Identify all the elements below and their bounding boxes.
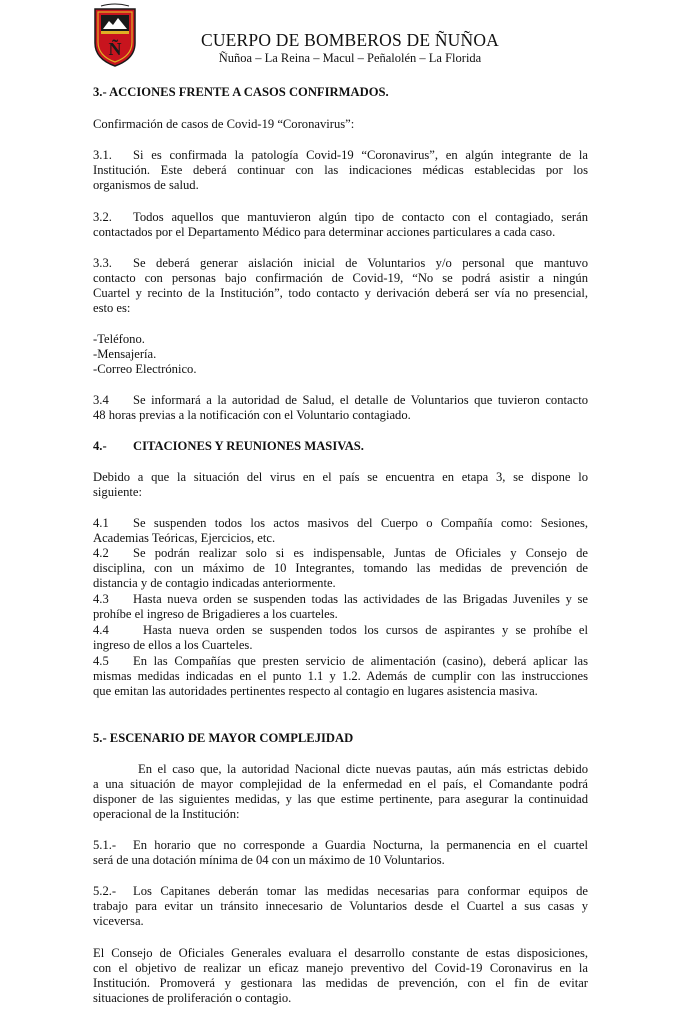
paragraph-3-1-line: organismos de salud. [93,178,199,192]
paragraph-text: Hasta nueva orden se suspenden todos los cursos de aspirantes y se prohíbe el [143,623,588,637]
paragraph-4-3-line: prohíbe el ingreso de Brigadieres a los cuarteles. [93,607,338,621]
fire-department-shield-logo [93,3,137,67]
section-5-intro-line: operacional de la Institución: [93,807,240,821]
paragraph-text: Hasta nueva orden se suspenden todas las actividades de las Brigadas Juveniles y se [133,592,588,606]
paragraph-3-4-line: 48 horas previas a la notificación con el Voluntario contagiado. [93,408,411,422]
paragraph-4-4-line: ingreso de ellos a los Cuarteles. [93,638,253,652]
paragraph-3-4-line [93,393,588,408]
section-4-intro-line: siguiente: [93,485,142,499]
paragraph-text: En las Compañías que presten servicio de alimentación (casino), deberá aplicar las [133,654,588,668]
list-item: -Mensajería. [93,347,157,361]
organization-subtitle: Ñuñoa – La Reina – Macul – Peñalolén – La Florida [218,51,482,65]
paragraph-text: Todos aquellos que mantuvieron algún tipo de contacto con el contagiado, serán [133,210,588,224]
paragraph-text: Se deberá generar aislación inicial de Voluntarios y/o personal que mantuvo [133,256,588,270]
paragraph-3-3-line: esto es: [93,301,131,315]
paragraph-4-2-line [93,546,588,561]
paragraph-4-5-line [93,654,588,669]
paragraph-number: 4.2 [93,546,109,560]
paragraph-4-1-line: Academias Teóricas, Ejercicios, etc. [93,531,276,545]
paragraph-number: 4.3 [93,592,109,606]
paragraph-number: 5.2.- [93,884,117,898]
section-3-heading: 3.- ACCIONES FRENTE A CASOS CONFIRMADOS. [93,85,389,99]
paragraph-text: Se podrán realizar solo si es indispensable, Juntas de Oficiales y Consejo de [133,546,588,560]
section-5-intro-line: a una situación de mayor complejidad de la enfermedad en el país, el Comandante podrá [93,777,588,791]
list-item: -Correo Electrónico. [93,362,197,376]
paragraph-4-2-line: disciplina, con un máximo de 10 Integrantes, tomando las medidas de prevención de [93,561,588,575]
paragraph-number: 4.1 [93,516,109,530]
paragraph-3-3-line: contacto con personas bajo confirmación de Covid-19, “No se podrá asistir a ningún [93,271,588,285]
organization-title: CUERPO DE BOMBEROS DE ÑUÑOA [200,30,500,50]
paragraph-number: 3.1. [93,148,112,162]
paragraph-3-1-line: Institución. Este deberá continuar con las indicaciones médicas establecidas por los [93,163,588,177]
paragraph-number: 4.5 [93,654,109,668]
paragraph-text: Se informará a la autoridad de Salud, el detalle de Voluntarios que tuvieron contacto [133,393,588,407]
paragraph-5-2-line: viceversa. [93,914,144,928]
paragraph-number: 5.1.- [93,838,117,852]
paragraph-5-1-line: será de una dotación mínima de 04 con un máximo de 10 Voluntarios. [93,853,445,867]
section-number: 4.- [93,439,107,453]
paragraph-4-1-line [93,516,588,531]
paragraph-4-5-line: que emitan las autoridades pertinentes respecto al contagio en lugares asistencia masiva. [93,684,538,698]
paragraph-4-5-line: mismas medidas indicadas en el punto 1.1 y 1.2. Además de cumplir con las instrucciones [93,669,588,683]
section-4-intro-line: Debido a que la situación del virus en el país se encuentra en etapa 3, se dispone lo [93,470,588,484]
paragraph-4-3-line [93,592,588,607]
paragraph-3-1-line [93,148,588,163]
paragraph-number: 3.4 [93,393,109,407]
section-4-heading [93,439,364,454]
section-3-intro: Confirmación de casos de Covid-19 “Coronavirus”: [93,117,355,131]
closing-paragraph-line: situaciones de proliferación o contagio. [93,991,292,1005]
logo-letter: Ñ [108,39,122,59]
paragraph-text: En horario que no corresponde a Guardia Nocturna, la permanencia en el cuartel [133,838,588,852]
section-5-intro-line: disponer de las siguientes medidas, y las que estime pertinente, para asegurar la continuidad [93,792,588,806]
paragraph-5-2-line [93,884,588,899]
paragraph-text: Los Capitanes deberán tomar las medidas necesarias para conformar equipos de [133,884,588,898]
section-title: CITACIONES Y REUNIONES MASIVAS. [133,439,364,453]
paragraph-4-4-line [93,623,588,638]
section-5-heading: 5.- ESCENARIO DE MAYOR COMPLEJIDAD [93,731,354,745]
closing-paragraph-line: con el objetivo de realizar un eficaz manejo preventivo del Covid-19 Coronavirus en la [93,961,588,975]
list-item: -Teléfono. [93,332,145,346]
paragraph-4-2-line: distancia y de contagio indicadas anteriormente. [93,576,336,590]
paragraph-text: Si es confirmada la patología Covid-19 “Coronavirus”, en algún integrante de la [133,148,588,162]
paragraph-text: Se suspenden todos los actos masivos del Cuerpo o Compañía como: Sesiones, [133,516,588,530]
paragraph-3-2-line [93,210,588,225]
paragraph-3-3-line [93,256,588,271]
section-5-intro-line: En el caso que, la autoridad Nacional dicte nuevas pautas, aún más estrictas debido [138,762,588,776]
document-header [0,0,680,80]
closing-paragraph-line: El Consejo de Oficiales Generales evaluara el desarrollo constante de estas disposiciones, [93,946,588,960]
paragraph-number: 3.2. [93,210,112,224]
paragraph-number: 3.3. [93,256,112,270]
paragraph-3-3-line: Cuartel y recinto de la Institución”, todo contacto y derivación deberá ser vía no presencial, [93,286,588,300]
paragraph-3-2-line: contactados por el Departamento Médico para determinar acciones particulares a cada caso. [93,225,556,239]
paragraph-number: 4.4 [93,623,109,637]
paragraph-5-1-line [93,838,588,853]
paragraph-5-2-line: trabajo para evitar un tránsito innecesario de Voluntarios desde el Cuartel a sus casas y [93,899,588,913]
closing-paragraph-line: Institución. Promoverá y gestionara las medidas de prevención, con el fin de evitar [93,976,588,990]
